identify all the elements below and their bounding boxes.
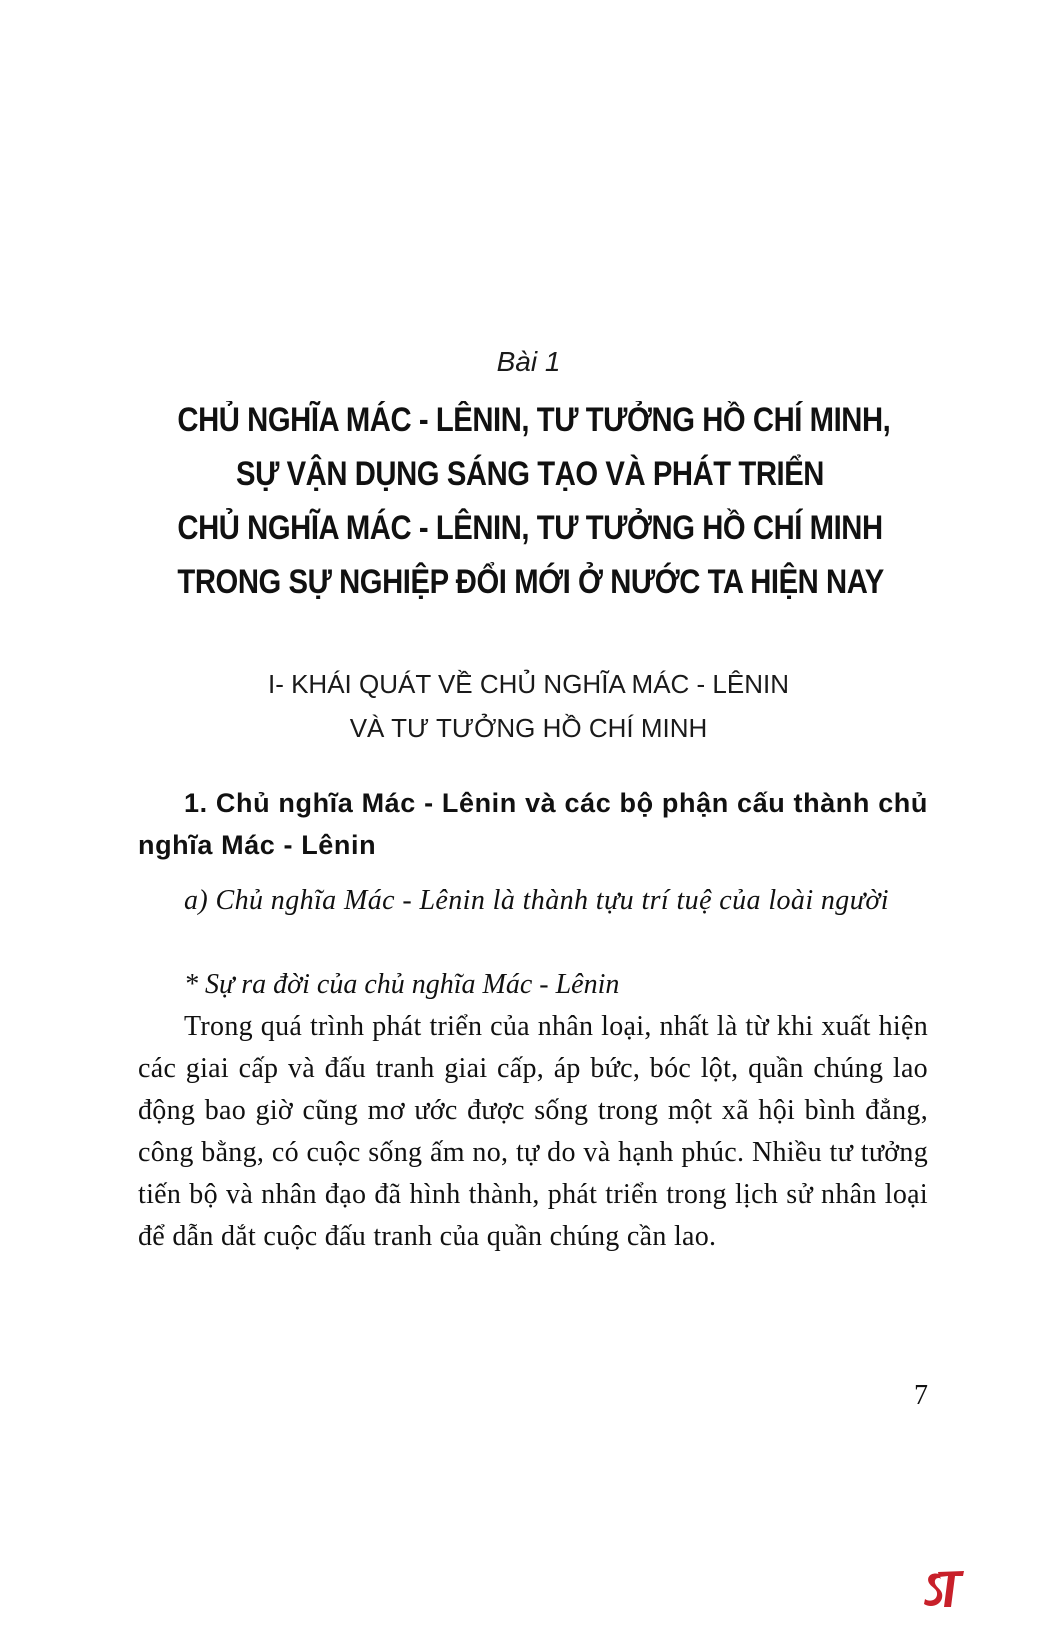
body-paragraph: Trong quá trình phát triển của nhân loại, nhất là từ khi xuất hiện các giai cấp và đấu tranh giai cấp, áp bức, bóc lột, quần chúng lao động bao giờ cũng mơ ước được sống trong một xã hội bình đẳng, công bằng, có cuộc sống ấm no, tự do và hạnh phúc. Nhiều tư tưởng tiến bộ và nhân đạo đã hình thành, phát triển trong lịch sử nhân loại để dẫn dắt cuộc đấu tranh của quần chúng cần lao. (138, 1011, 928, 1252)
section-heading-line: I- KHÁI QUÁT VỀ CHỦ NGHĨA MÁC - LÊNIN (267, 669, 790, 699)
logo-letter-s (924, 1574, 942, 1606)
subheading-star: * Sự ra đời của chủ nghĩa Mác - Lênin (184, 969, 620, 1000)
publisher-logo-icon (920, 1566, 966, 1612)
lesson-title-line: TRONG SỰ NGHIỆP ĐỔI MỚI Ở NƯỚC TA HIỆN NAY (177, 563, 884, 601)
lesson-title-line: CHỦ NGHĨA MÁC - LÊNIN, TƯ TƯỞNG HỒ CHÍ MINH, (177, 401, 891, 439)
section-heading-line: VÀ TƯ TƯỞNG HỒ CHÍ MINH (349, 713, 708, 743)
subheading-a: a) Chủ nghĩa Mác - Lênin là thành tựu trí tuệ của loài người (184, 885, 889, 916)
page-number: 7 (914, 1380, 928, 1411)
lesson-title-line: CHỦ NGHĨA MÁC - LÊNIN, TƯ TƯỞNG HỒ CHÍ MINH (177, 509, 883, 547)
subheading-1: 1. Chủ nghĩa Mác - Lênin và các bộ phận cấu thành chủ nghĩa Mác - Lênin (138, 788, 928, 860)
lesson-title-line: SỰ VẬN DỤNG SÁNG TẠO VÀ PHÁT TRIỂN (236, 455, 824, 493)
lesson-label: Bài 1 (496, 346, 561, 377)
section-heading (0, 662, 1057, 750)
lesson-title (177, 393, 891, 609)
logo-letter-t (938, 1571, 964, 1607)
